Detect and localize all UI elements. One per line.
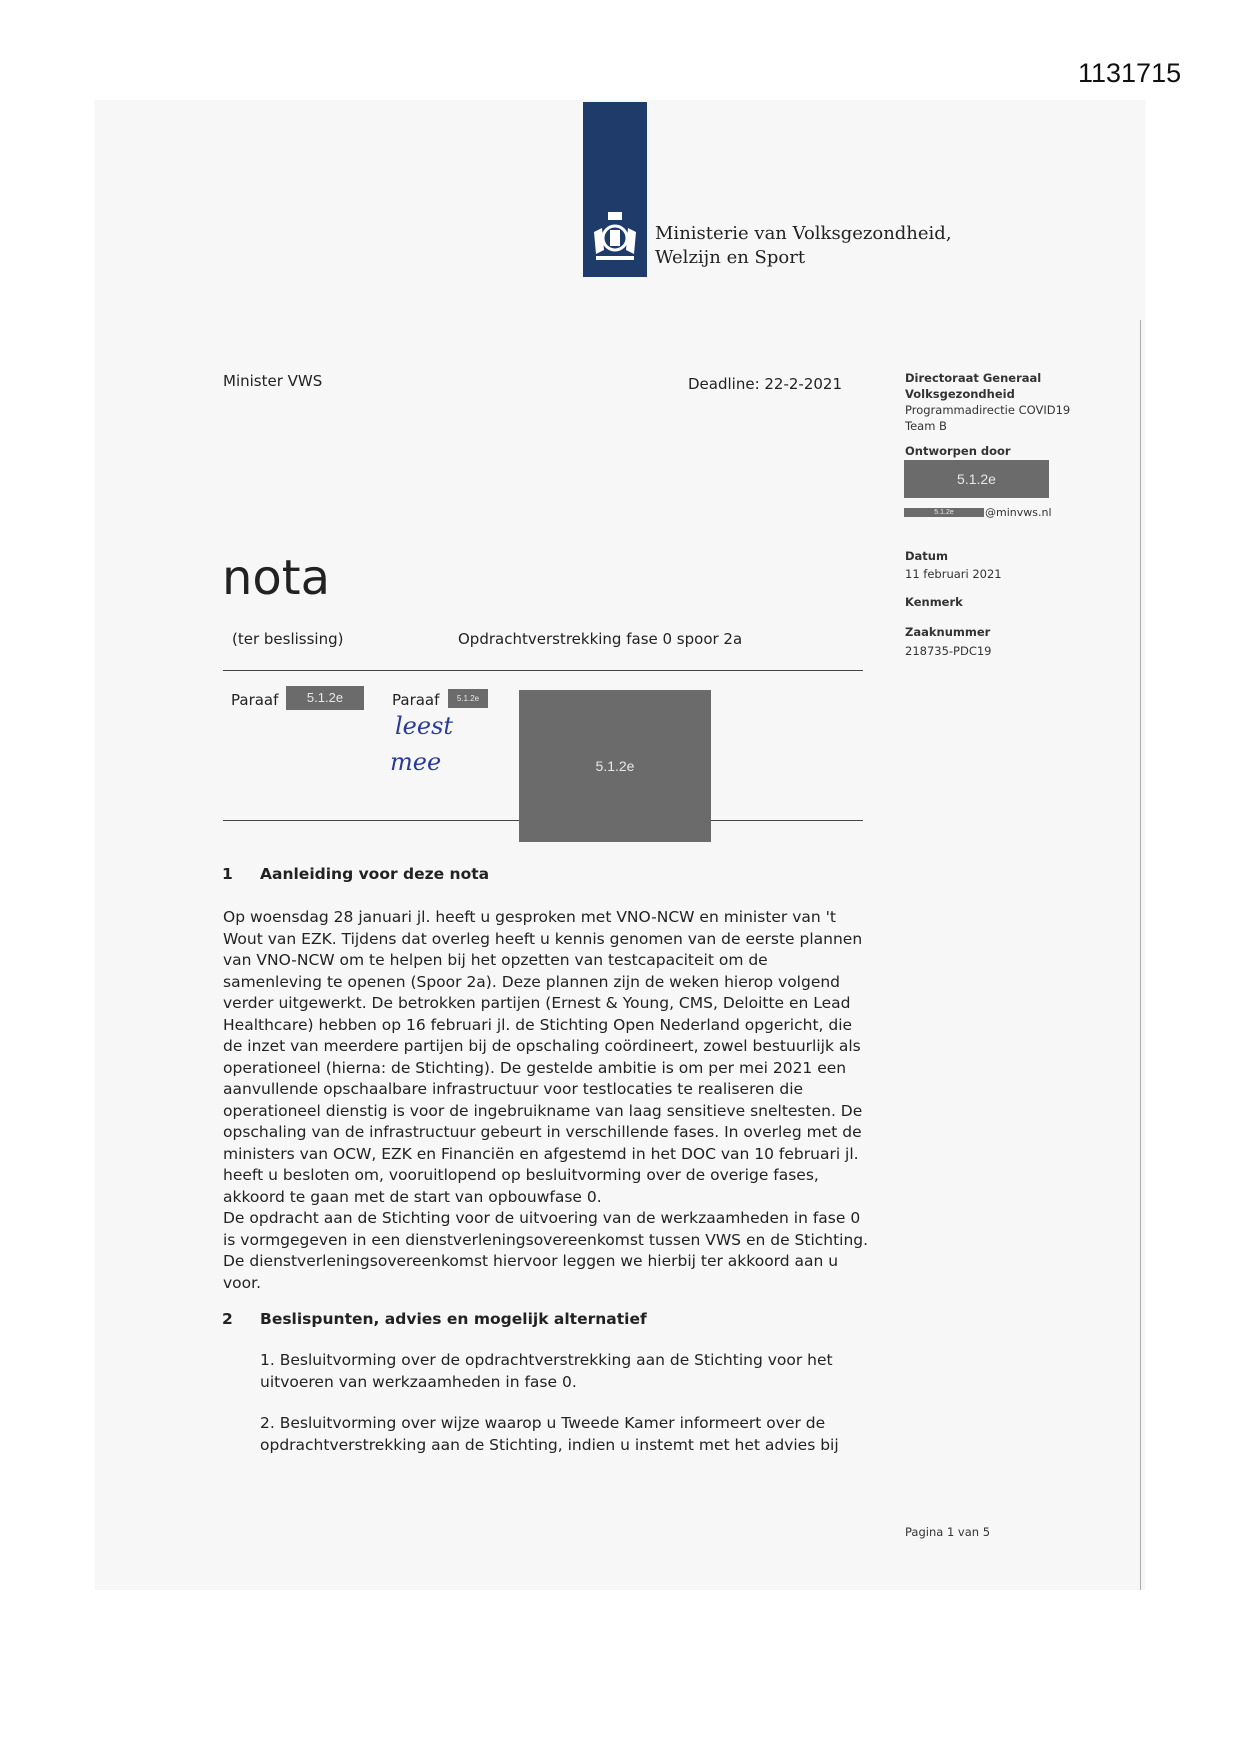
- body-line: voor.: [223, 1273, 262, 1292]
- section2-title: Beslispunten, advies en mogelijk alternatief: [260, 1310, 647, 1328]
- team: Team B: [905, 419, 947, 433]
- decision-point-2-line2: opdrachtverstrekking aan de Stichting, indien u instemt met het advies bij: [260, 1435, 839, 1454]
- section2-number: 2: [222, 1310, 233, 1328]
- body-line: samenleving te openen (Spoor 2a). Deze plannen zijn de weken hierop volgend: [223, 972, 841, 991]
- signature-redaction: 5.1.2e: [519, 690, 711, 842]
- paraaf2-label: Paraaf: [392, 691, 440, 709]
- document-number: 1131715: [1078, 58, 1182, 88]
- sidebar: [905, 370, 1135, 434]
- case-number-label: Zaaknummer: [905, 625, 991, 639]
- scan-edge-line: [1140, 320, 1141, 1590]
- ministry-name-line2: Welzijn en Sport: [655, 247, 806, 268]
- department-line2: Volksgezondheid: [905, 387, 1015, 401]
- divider-bottom-left: [223, 820, 519, 821]
- body-line: verder uitgewerkt. De betrokken partijen (Ernest & Young, CMS, Deloitte en Lead: [223, 994, 851, 1012]
- case-number-value: 218735-PDC19: [905, 644, 992, 658]
- nota-type: (ter beslissing): [232, 630, 344, 648]
- royal-crest-icon: [590, 210, 640, 265]
- paraaf2-redaction: 5.1.2e: [448, 689, 488, 708]
- deadline: Deadline: 22-2-2021: [688, 375, 843, 393]
- designed-by-label: Ontworpen door: [905, 444, 1011, 458]
- body-line: De opdracht aan de Stichting voor de uitvoering van de werkzaamheden in fase 0: [223, 1209, 861, 1227]
- body-line: Wout van EZK. Tijdens dat overleg heeft u kennis genomen van de eerste plannen: [223, 929, 863, 948]
- department-line1: Directoraat Generaal: [905, 371, 1042, 385]
- body-line: operationeel (hierna: de Stichting). De gestelde ambitie is om per mei 2021 een: [223, 1058, 847, 1077]
- unit: Programmadirectie COVID19: [905, 403, 1071, 417]
- date-label: Datum: [905, 549, 948, 563]
- date-value: 11 februari 2021: [905, 567, 1002, 581]
- ministry-name: [655, 222, 952, 270]
- divider-bottom-right: [711, 820, 863, 821]
- decision-point-1-line1: 1. Besluitvorming over de opdrachtverstrekking aan de Stichting voor het: [260, 1351, 833, 1369]
- body-line: akkoord te gaan met de start van opbouwfase 0.: [223, 1187, 602, 1206]
- email-redaction: 5.1.2e: [904, 508, 984, 517]
- reference-label: Kenmerk: [905, 595, 963, 609]
- paraaf1-redaction: 5.1.2e: [286, 686, 364, 710]
- body-line: De dienstverleningsovereenkomst hiervoor leggen we hierbij ter akkoord aan u: [223, 1252, 839, 1270]
- body-line: Op woensdag 28 januari jl. heeft u gesproken met VNO-NCW en minister van 't: [223, 908, 836, 926]
- divider-top: [223, 670, 863, 671]
- nota-subject: Opdrachtverstrekking fase 0 spoor 2a: [458, 630, 743, 648]
- handwriting-line1: leest: [395, 712, 454, 740]
- handwriting-line2: mee: [390, 748, 442, 776]
- ministry-name-line1: Ministerie van Volksgezondheid,: [655, 223, 952, 244]
- section1-title: Aanleiding voor deze nota: [260, 865, 490, 883]
- decision-point-2-line1: 2. Besluitvorming over wijze waarop u Tweede Kamer informeert over de: [260, 1414, 826, 1432]
- designed-by-redaction: 5.1.2e: [904, 460, 1049, 498]
- section1-body: [223, 907, 903, 1294]
- email-suffix: @minvws.nl: [985, 506, 1052, 519]
- body-line: is vormgegeven in een dienstverleningsovereenkomst tussen VWS en de Stichting.: [223, 1230, 869, 1249]
- recipient: Minister VWS: [223, 372, 323, 390]
- body-line: de inzet van meerdere partijen bij de opschaling coördineert, zowel bestuurlijk als: [223, 1037, 861, 1055]
- body-line: opschaling van de infrastructuur gebeurt in verschillende fases. In overleg met de: [223, 1123, 862, 1141]
- paraaf1-label: Paraaf: [231, 691, 279, 709]
- body-line: van VNO-NCW om te helpen bij het opzetten van testcapaciteit om de: [223, 951, 768, 969]
- page-title: nota: [222, 550, 331, 606]
- body-line: heeft u besloten om, vooruitlopend op besluitvorming over de overige fases,: [223, 1166, 819, 1184]
- body-line: Healthcare) hebben op 16 februari jl. de Stichting Open Nederland opgericht, die: [223, 1015, 853, 1034]
- section1-number: 1: [222, 865, 233, 883]
- decision-point-1-line2: uitvoeren van werkzaamheden in fase 0.: [260, 1372, 577, 1391]
- decision-point-1: [260, 1350, 900, 1393]
- page-footer: Pagina 1 van 5: [905, 1525, 991, 1539]
- body-line: ministers van OCW, EZK en Financiën en afgestemd in het DOC van 10 februari jl.: [223, 1144, 859, 1163]
- body-line: operationeel dienstig is voor de ingebruikname van laag sensitieve sneltesten. De: [223, 1101, 863, 1120]
- body-line: aanvullende opschaalbare infrastructuur voor testlocaties te realiseren die: [223, 1080, 804, 1098]
- decision-point-2: [260, 1413, 900, 1456]
